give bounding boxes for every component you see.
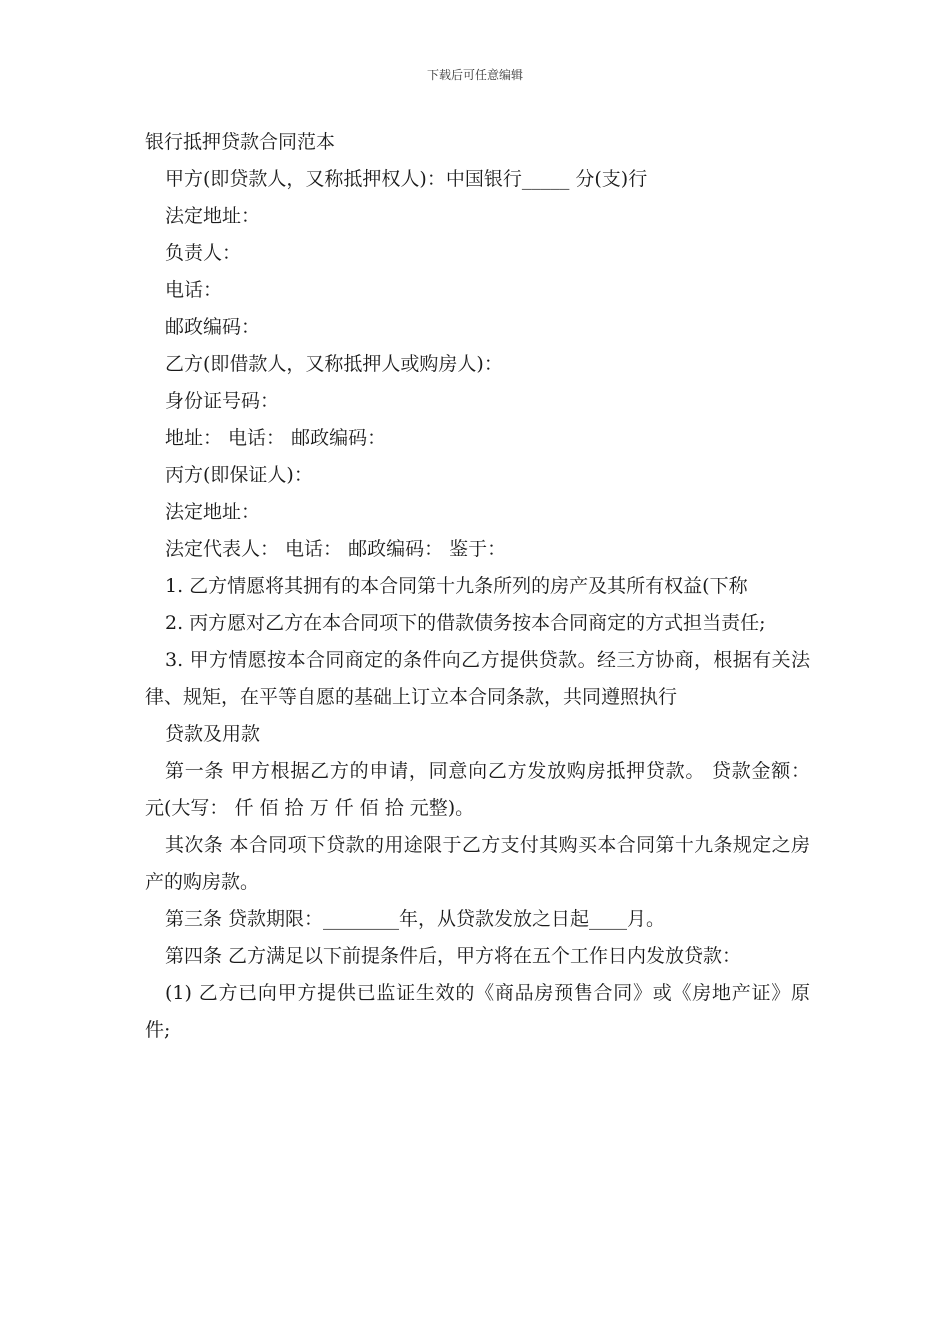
party-b-line: 乙方(即借款人，又称抵押人或购房人)： <box>165 353 503 375</box>
document-body <box>145 124 810 1049</box>
article-2: 其次条 本合同项下贷款的用途限于乙方支付其购买本合同第十九条规定之房产的购房款。 <box>145 834 810 893</box>
party-a-postcode: 邮政编码： <box>165 316 261 338</box>
article-3: 第三条 贷款期限：________年，从贷款发放之日起____月。 <box>165 908 666 930</box>
section-heading-loan-usage: 贷款及用款 <box>165 723 261 745</box>
party-c-representative: 法定代表人： 电话： 邮政编码： 鉴于： <box>165 538 507 560</box>
party-c-line: 丙方(即保证人)： <box>165 464 313 486</box>
page-header: 下载后可任意编辑 <box>426 68 523 82</box>
party-b-contact: 地址： 电话： 邮政编码： <box>165 427 387 449</box>
recital-2: 2. 丙方愿对乙方在本合同项下的借款债务按本合同商定的方式担当责任; <box>165 612 766 634</box>
article-4: 第四条 乙方满足以下前提条件后，甲方将在五个工作日内发放贷款： <box>165 945 742 967</box>
party-a-line: 甲方(即贷款人，又称抵押权人)：中国银行_____ 分(支)行 <box>165 168 648 190</box>
party-a-manager: 负责人： <box>165 242 242 264</box>
party-c-address: 法定地址： <box>165 501 261 523</box>
article-4-condition-1: (1) 乙方已向甲方提供已监证生效的《商品房预售合同》或《房地产证》原件; <box>145 982 810 1041</box>
party-b-id-number: 身份证号码： <box>165 390 280 412</box>
recital-3: 3. 甲方情愿按本合同商定的条件向乙方提供贷款。经三方协商，根据有关法律、规矩，在平等自愿的基础上订立本合同条款，共同遵照执行 <box>145 649 810 708</box>
document-title: 银行抵押贷款合同范本 <box>145 131 336 153</box>
recital-1: 1. 乙方情愿将其拥有的本合同第十九条所列的房产及其所有权益(下称 <box>165 575 748 597</box>
party-a-phone: 电话： <box>165 279 223 301</box>
article-1: 第一条 甲方根据乙方的申请，同意向乙方发放购房抵押贷款。 贷款金额： 元(大写： 仟 佰 拾 万 仟 佰 拾 元整)。 <box>145 760 810 819</box>
party-a-address: 法定地址： <box>165 205 261 227</box>
